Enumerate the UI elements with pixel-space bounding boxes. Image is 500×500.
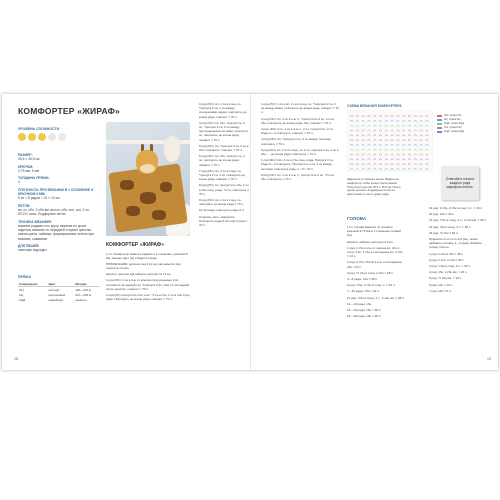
paragraph: 1 кл. Комфортер вяжется рядами в 1 сложение, крючком 5 мм, сменяя цвет (Ц) и КЦД по схеме. (106, 252, 188, 261)
table-row (18, 298, 100, 303)
blanket-spot (120, 180, 134, 190)
paragraph: Прервите со 2-го по 4-й ряд, затем набивать головку, 2—3 ряда. Набейте голову плотно. (429, 237, 482, 250)
paragraph: 12—13 ряды: сбн. (347, 301, 373, 306)
paragraph: 2 ряд: 2 сбн, в сбн = 40 п. (429, 257, 465, 262)
paragraph: 9 ряд (ИС): вп, 2 сн в 1-ю п., пропустить 2 сн, *2 сн в сбн. повторить = 70 п. (261, 172, 334, 182)
left-page (2, 94, 250, 370)
legend-swatch (437, 127, 442, 129)
difficulty-dot (18, 133, 26, 141)
giraffe-comforter-photo (106, 122, 190, 236)
paragraph: 1 ряд (ИС): 2 сн в 4-ю от крючка (пропущенные 3 вп считаются за первый сн), *(пропуск 2 вп, сбн) по последней петле цепочки, поворот = 70 п. (106, 278, 190, 291)
spec-heading: РАЗМЕР: (18, 153, 33, 157)
bunny-toy (164, 136, 180, 162)
paragraph: Отрезать нить, закрепить. Повторить ряды 5-12 ещё 3 раза = 70 п. (199, 214, 248, 228)
blanket-spot (126, 206, 140, 216)
table-cell: немного (75, 298, 87, 303)
paragraph: 6 ряд: *сбн, 2 сбн в след. п. = 34 п. (347, 283, 396, 288)
paragraph: 6 ряд: сбн = 12 п. (429, 282, 454, 287)
paragraph: 1 кл. Голова вяжется по спирали крючком 3,75 мм в 1 сложение пряжей ОЦ. (347, 225, 401, 238)
paragraph: Начало: цепочки ЦД набрать цепочку из 71 вп. (106, 272, 172, 277)
paragraph: 6 ряд (ЛС): вп, 2 сн в след. сн, 2 сн, пропуск 2 сн, 2 сн в сбн, ... до конца ряда, повторить = 70 п. (261, 147, 339, 157)
spec-item (18, 220, 100, 241)
crochet-chart (347, 110, 433, 172)
difficulty-dot (38, 133, 46, 141)
paragraph: 6 ряд (ЛС): вп, сбн, пропуск сн, 2 сн, повторить до конца ряда, поворот = 70 п. (199, 154, 245, 167)
spec-heading: КРЮЧКИ: (18, 164, 34, 169)
table-cell: желтый (48, 287, 59, 292)
diagram-note: Закрепите и спрячьте нитью. Вяжите на комфортер чтобы затем стала ровной. Получится полотно 45,5 × 45,5 см. После нужно прошить бордюрные петли на расстоянии от них и длину ряда. (347, 177, 401, 197)
head-section-title: ГОЛОВА (347, 216, 367, 221)
paragraph: 11 ряд: *сбн в след. 4 п., 2 сбн вм. = 28 п. (347, 295, 405, 300)
paragraph: 7 ряд: сбн = 6 п. (429, 288, 452, 293)
paragraph: 21 ряд: *сбн в след. 4 п., 2 сбн вм. = 48 п. (429, 218, 487, 223)
spec-heading: ПЛОТНОСТЬ ПРИ ВЯЗАНИИ В 1 СЛОЖЕНИЕ И КРЮЧКОМ 5 ММ: (18, 187, 94, 197)
paragraph: 1 ряд: 2 сбн в 2-ю от крючка вп, сбн в след. 3 вп, 4 сбн в последнюю вп, 3 сбн = 14 п. (347, 245, 403, 259)
page-number: 19 (487, 357, 491, 361)
instructions-right-col3 (429, 206, 489, 295)
instructions-right-col1 (261, 102, 339, 183)
table-cell: ОЦ (19, 287, 24, 292)
difficulty-dot (58, 133, 66, 141)
chart-frame (347, 110, 433, 172)
table-cell: 210—250 м (75, 292, 92, 297)
spec-item (18, 176, 100, 185)
legend-label: КЦ: пряжа КЦ (444, 118, 461, 121)
spec-heading: ТЕХНИКА ВЯЗАНИЯ: (18, 219, 52, 224)
spec-value: 5 сн × 8 рядов = 10 × 10 см (18, 196, 60, 201)
spec-item (18, 204, 100, 217)
blanket-spot (160, 182, 172, 192)
paragraph: 2 ряд: 2 сбн, ПССН в 3-ю и последнюю, сбн = 22 п. (347, 260, 403, 269)
legend-swatch (437, 123, 442, 125)
paragraph: 1 ряд (ЛС): 1 сн в вп, 2 сн в след. сн, *(пропуск 2 сн, 2 сн между ними), повторить до конца ряда, поворот = 70 п. (261, 102, 339, 115)
difficulty-dot (48, 133, 56, 141)
column-header: Метраж (74, 281, 100, 287)
tip-sticky-note (441, 166, 479, 200)
spec-heading: ТОЛЩИНА ПРЯЖИ: (18, 176, 50, 181)
paragraph: 22 ряд: сбн в след. 4 п. = 48 п. (429, 224, 472, 229)
paragraph: 14—15 ряды: сбн = 28 п. (347, 308, 382, 313)
spec-item (18, 165, 100, 174)
paragraph: 1 ряд: 2 сбн в сбн = 48 п. (429, 251, 464, 256)
paragraph: 4 ряд: ЭКС 3 сн, 1 сн в 3-ю п., 2 сн, пропустить 2 сн. Ряды 2—4 повторить, поворот = 70 п. (261, 127, 334, 136)
paragraph: 9 ряд (ИС): вп, 2 сн в след. сн, повторить до конца ряда = 70 п. (199, 198, 244, 207)
paragraph: 5 ряд (ИС): вп, *пропуск 2 сн, 2 сн в сбн, повторить, поворот = 70 п. (199, 143, 249, 153)
legend-label: КЦД: пряжа КЦД (444, 122, 464, 125)
paragraph: 4 ряд (ЛС): вп, сбн, пропуск сн, 2 сн, *пропуск 2 сн, 2 сн между пропущенными петлями, пропуск 2 сн, повторить до конца ряда, поворот = 70 п. (199, 120, 248, 142)
column-header: Цвет (47, 281, 74, 287)
book-spread (2, 94, 498, 370)
instructions-right-col2 (347, 225, 405, 320)
paragraph: 3 ряд: *сбн в след. 3 п. = 32 п. (429, 264, 471, 269)
table-cell: кофейный (48, 298, 63, 303)
tip-text: Отмечайте начало каждого ряда маркером петель. (445, 176, 475, 190)
legend-label: КЦД: пряжа КЦД (444, 130, 464, 133)
blanket-spot (140, 192, 156, 204)
spec-item (18, 188, 100, 201)
spec-item (18, 153, 100, 162)
paragraph: 2 ряд (ЛС) пропустить сбн, в вп: *2 сн в сбн, 2 сн в сбн след. ряда. Повторить до конца ряда, поворот = 70 п. (106, 292, 191, 301)
pattern-title: КОМФОРТЕР «ЖИРАФ» (18, 106, 120, 116)
spec-list (18, 150, 100, 253)
paragraph: 7 ряд (ИС): вп, 2 сн в след. сн, *пропуск 2 сн, 2 сн, повторить до конца ряда, поворот = 70 п. (199, 168, 245, 182)
paragraph: 8 ряд (ЛС): вп, пропустить сбн, 1 сн в сбн след. ряда, *2 сн, повторить = 70 п. (199, 183, 249, 196)
table-cell: КЦД (19, 298, 25, 303)
blanket-spot (152, 210, 166, 220)
legend-item (437, 130, 464, 134)
difficulty-label: УРОВЕНЬ СЛОЖНОСТИ (18, 127, 60, 131)
paragraph: 23 ряд: *2 сбн = 48 п. (429, 230, 459, 235)
paragraph: 4—5 ряды: сбн = 28 п. (347, 277, 378, 282)
paragraph: 4 ряд: сбн, 2 сбн вм. = 24 п. (429, 270, 468, 275)
right-page (251, 94, 498, 370)
spec-value: пасечник подходит (18, 248, 47, 253)
instructions-mid (199, 102, 249, 229)
paragraph: 1 ряд ЭКС 3 вп, 2 сн в сбн след. ряда. Пропуск 2 сн. Ряды 2—4 повторить. Пропустить 2 сн, 2 сн между петлями, повторить ряды 1—5 = 70 п. (261, 158, 334, 171)
spec-value: 45,5 × 45,5 см (18, 157, 40, 162)
legend-swatch (437, 115, 442, 117)
instructions-left (106, 252, 192, 303)
table-cell: 190—220 м (75, 287, 92, 292)
paragraph: ПРИМЕЧАНИЕ: цепочка под 2 вп не учитывается при подсчете петель. (106, 262, 181, 271)
spec-value: 4 (18, 180, 20, 185)
legend-swatch (437, 119, 442, 121)
paragraph: Начало: набрать цепочку из 6 вп. (347, 239, 394, 244)
difficulty-dot (28, 133, 36, 141)
spec-value: вязание рядами и по кругу, вязание по кроке изделия, вязание по передней стороне цепочки, смена цвета, набивка, формирование петель при вязании, сшивание (18, 223, 94, 241)
spec-item (18, 244, 100, 253)
chart-legend (437, 114, 464, 134)
legend-label: ОЦ: пряжа ОЦ (444, 114, 462, 117)
section-title: КОМФОРТЕР «ЖИРАФ» (106, 242, 164, 248)
spec-heading: ПЕТЛИ: (18, 203, 31, 208)
paragraph: 5 ряд: *2 сбн вм. = 18 п. (429, 276, 463, 281)
paragraph: 10-12 ряды: повторить ряды 2-4. (199, 208, 245, 213)
paragraph: 19 ряд: 2 сбн, 2 сбн в след. 4 п. = 40 п. (429, 206, 483, 210)
diagram-title: СХЕМА ВЯЗАНИЯ КОМФОРТЕРА (347, 104, 402, 108)
paragraph: 16—18 ряды: сбн = 28 п. (347, 314, 382, 319)
legend-label: ОЦ: пряжа ОЦ (444, 126, 462, 129)
spec-value: 3,75 мм, 5 мм (18, 168, 39, 173)
legend-swatch (437, 131, 442, 133)
paragraph: 2 ряд (ИС): вп, 2 сн в 1-ю п., *пропустить 2 сн, 2 сн в сбн, повторить до конца ряда. ОЦ, поворот = 70 п. (261, 116, 334, 125)
spec-value: вп, сс, сбн, 2 сбн вм, вытсн, сбн, псн, ссн, 2 сн, ПССН, пико, бордюрные петли (18, 207, 90, 217)
table-cell: коричневый (48, 292, 66, 297)
paragraph: 7—10 ряды: сбн = 34 п. (347, 289, 380, 294)
paragraph: 20 ряд: сбн = 40 п. (429, 212, 455, 217)
spec-heading: ДЛЯ ПЕШЕЙ: (18, 244, 40, 249)
paragraph: 4 ряд (ИС): вп, *пропуск 2 сн, 2 сн между петлями, повторить = 70 п. (261, 137, 332, 146)
page-number: 18 (14, 357, 18, 361)
paragraph: 3 ряд: *2 сбн в след. 2 сбн = 28 п. (347, 270, 394, 275)
table-cell: КЦ (19, 292, 23, 297)
difficulty-rating (18, 133, 66, 141)
paragraph: 3 ряд (ИС): вп, 2 сн в след. сн, *пропуск 2 сн, 2 сн между следующими двумя, повторить до конца ряда, поворот = 70 п. (199, 102, 247, 119)
yarn-heading: ПРЯЖА (18, 275, 31, 279)
yarn-table (18, 281, 100, 303)
giraffe-muzzle (140, 164, 155, 173)
column-header: Сокращение (18, 281, 47, 287)
